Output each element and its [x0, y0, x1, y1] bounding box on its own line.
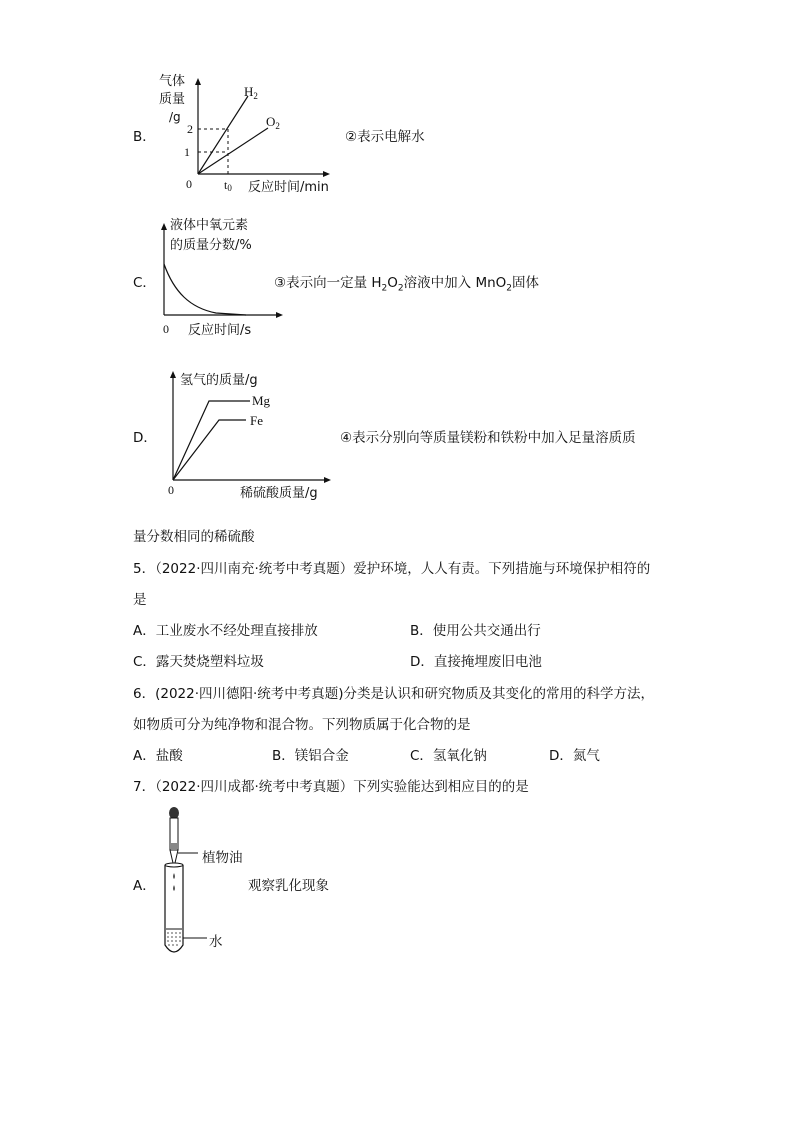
b-x-arrow	[323, 171, 330, 177]
b-h2-line	[198, 96, 248, 174]
q6-option-d[interactable]: D．氮气	[549, 748, 600, 764]
option-d-desc-cont: 量分数相同的稀硫酸	[133, 529, 255, 545]
q6-stem-line2: 如物质可分为纯净物和混合物。下列物质属于化合物的是	[133, 717, 471, 733]
b-origin: 0	[186, 177, 192, 191]
b-tick-2: 2	[187, 122, 193, 136]
d-origin: 0	[168, 483, 174, 497]
c-ylabel-2: 的质量分数/%	[170, 238, 252, 253]
q7-option-a-desc: 观察乳化现象	[248, 878, 329, 894]
q5-option-b[interactable]: B．使用公共交通出行	[410, 623, 541, 639]
q7-stem: 7．（2022·四川成都·统考中考真题）下列实验能达到相应目的的是	[133, 779, 529, 795]
b-t0-label: t0	[224, 178, 232, 193]
d-fe-line	[173, 420, 246, 480]
option-c-letter: C．	[133, 275, 156, 291]
d-mg-line	[173, 401, 250, 480]
c-ylabel-1: 液体中氧元素	[170, 218, 249, 233]
b-y-arrow	[195, 78, 201, 85]
dropper-oil	[171, 843, 177, 849]
q7-apparatus	[150, 805, 250, 965]
q5-option-c[interactable]: C．露天焚烧塑料垃圾	[133, 654, 264, 670]
b-o2-label: $O_2$	[266, 114, 280, 131]
dropper-bulb-icon	[169, 807, 179, 819]
option-d-letter: D．	[133, 430, 157, 446]
d-y-arrow	[170, 371, 176, 378]
option-c-desc: ③表示向一定量 $H_2O_2$溶液中加入 MnO$_2$固体	[274, 275, 540, 294]
b-ylabel-1: 气体	[159, 74, 186, 89]
q5-stem-line2: 是	[133, 592, 147, 608]
q6-option-b[interactable]: B．镁铝合金	[272, 748, 349, 764]
q7-water-label: 水	[209, 934, 223, 950]
q7-option-a-letter[interactable]: A．	[133, 878, 156, 894]
d-mg-label: Mg	[252, 393, 271, 408]
q6-option-c[interactable]: C．氢氧化钠	[410, 748, 487, 764]
d-ylabel: 氢气的质量/g	[180, 373, 258, 388]
c-xlabel: 反应时间/s	[188, 323, 252, 338]
option-b-letter: B．	[133, 129, 156, 145]
c-y-arrow	[161, 223, 167, 230]
b-ylabel-2: 质量	[159, 92, 186, 107]
q6-stem-line1: 6．(2022·四川德阳·统考中考真题)分类是认识和研究物质及其变化的常用的科学方法，	[133, 686, 655, 702]
b-h2-label: $H_2$	[244, 84, 258, 101]
q5-stem-line1: 5．（2022·四川南充·统考中考真题）爱护环境，人人有责。下列措施与环境保护相符的	[133, 561, 651, 577]
d-fe-label: Fe	[250, 413, 263, 428]
option-d-graph	[160, 362, 340, 502]
option-d-desc: ④表示分别向等质量镁粉和铁粉中加入足量溶质质	[340, 430, 636, 446]
c-origin: 0	[163, 322, 169, 336]
c-x-arrow	[276, 312, 283, 318]
q7-oil-label: 植物油	[202, 850, 243, 866]
q6-option-a[interactable]: A．盐酸	[133, 748, 183, 764]
option-b-desc: ②表示电解水	[345, 129, 425, 145]
q5-option-a[interactable]: A．工业废水不经处理直接排放	[133, 623, 318, 639]
d-xlabel: 稀硫酸质量/g	[240, 486, 318, 501]
option-b-graph	[150, 70, 350, 200]
b-tick-1: 1	[184, 145, 190, 159]
b-xlabel: 反应时间/min	[248, 180, 329, 195]
c-curve	[164, 264, 246, 315]
d-x-arrow	[324, 477, 331, 483]
b-o2-line	[198, 128, 268, 174]
q5-option-d[interactable]: D．直接掩埋废旧电池	[410, 654, 542, 670]
dropper-tip	[170, 850, 178, 863]
option-c-graph	[150, 212, 290, 342]
b-ylabel-3: /g	[169, 110, 181, 124]
